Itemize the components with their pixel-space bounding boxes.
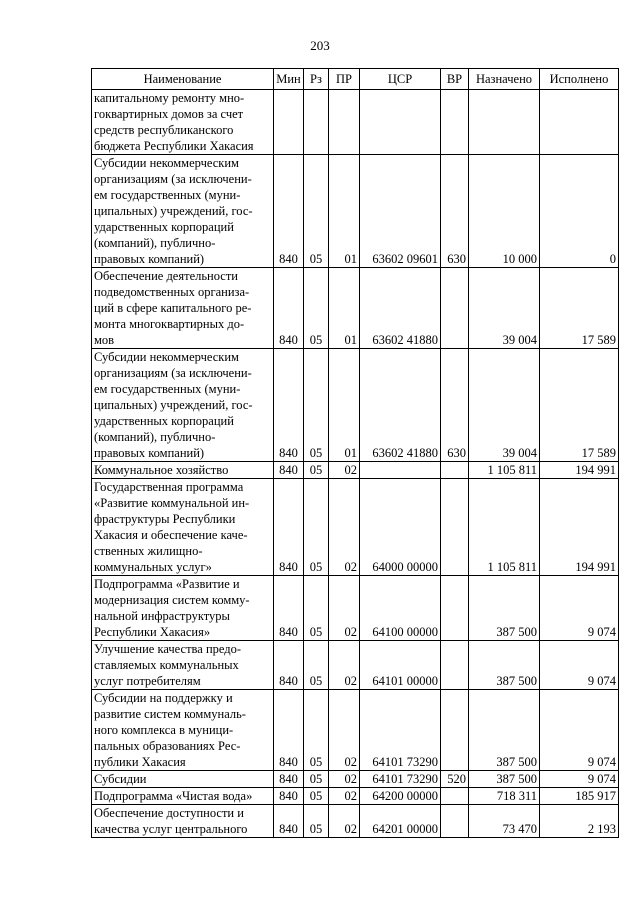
row-name-cell: Подпрограмма «Чистая вода» [92,788,274,805]
row-executed-cell: 2 193 [540,805,619,838]
row-executed-cell: 9 074 [540,641,619,690]
row-vr-cell [441,576,469,641]
row-planned-cell: 1 105 811 [469,479,540,576]
row-planned-cell: 387 500 [469,576,540,641]
table-row [92,805,619,838]
row-vr-cell [441,690,469,771]
budget-table [91,68,619,838]
row-min-cell: 840 [274,268,304,349]
table-row [92,90,619,155]
row-min-cell: 840 [274,788,304,805]
row-csr-cell: 64000 00000 [360,479,441,576]
row-vr-cell: 630 [441,155,469,268]
column-header-csr: ЦСР [360,69,441,90]
row-pr-cell: 02 [329,805,360,838]
row-min-cell: 840 [274,155,304,268]
row-min-cell: 840 [274,576,304,641]
column-header-executed: Исполнено [540,69,619,90]
column-header-planned: Назначено [469,69,540,90]
row-csr-cell: 63602 41880 [360,268,441,349]
table-row [92,349,619,462]
row-planned-cell: 718 311 [469,788,540,805]
row-csr-cell: 64201 00000 [360,805,441,838]
row-rz-cell: 05 [304,462,329,479]
row-vr-cell [441,268,469,349]
row-planned-cell: 387 500 [469,641,540,690]
row-executed-cell [540,90,619,155]
table-row [92,771,619,788]
row-min-cell [274,90,304,155]
row-vr-cell: 630 [441,349,469,462]
column-header-min: Мин [274,69,304,90]
row-csr-cell: 64101 00000 [360,641,441,690]
row-executed-cell: 0 [540,155,619,268]
row-csr-cell: 64101 73290 [360,771,441,788]
row-vr-cell [441,479,469,576]
row-executed-cell: 9 074 [540,576,619,641]
row-csr-cell [360,462,441,479]
row-name-cell: Улучшение качества предо- ставляемых коммунальных услуг потребителям [92,641,274,690]
row-pr-cell: 02 [329,479,360,576]
row-planned-cell: 10 000 [469,155,540,268]
row-rz-cell: 05 [304,690,329,771]
row-name-cell: Подпрограмма «Развитие и модернизация систем комму- нальной инфраструктуры Республики Хакасия» [92,576,274,641]
row-pr-cell: 02 [329,462,360,479]
row-executed-cell: 17 589 [540,349,619,462]
row-pr-cell: 02 [329,641,360,690]
row-name-cell: Субсидии некоммерческим организациям (за исключени- ем государственных (муни- ципальных) учреждений, гос- ударственных корпораций (компаний), публично- правовых компаний) [92,155,274,268]
row-min-cell: 840 [274,479,304,576]
row-executed-cell: 9 074 [540,771,619,788]
row-name-cell: Субсидии на поддержку и развитие систем коммуналь- ного комплекса в муници- пальных образованиях Рес- публики Хакасия [92,690,274,771]
row-name-cell: Субсидии [92,771,274,788]
row-vr-cell [441,90,469,155]
table-header-row [92,69,619,90]
row-pr-cell: 01 [329,155,360,268]
table-row [92,462,619,479]
row-executed-cell: 194 991 [540,462,619,479]
row-csr-cell: 63602 41880 [360,349,441,462]
row-csr-cell: 63602 09601 [360,155,441,268]
row-pr-cell [329,90,360,155]
row-pr-cell: 02 [329,771,360,788]
row-vr-cell: 520 [441,771,469,788]
row-rz-cell: 05 [304,576,329,641]
page-number: 203 [310,38,330,53]
row-rz-cell [304,90,329,155]
row-planned-cell: 387 500 [469,690,540,771]
row-rz-cell: 05 [304,268,329,349]
row-min-cell: 840 [274,641,304,690]
row-csr-cell: 64200 00000 [360,788,441,805]
row-pr-cell: 01 [329,268,360,349]
row-name-cell: Государственная программа «Развитие коммунальной ин- фраструктуры Республики Хакасия и обеспечение каче- ственных жилищно- коммунальных услуг» [92,479,274,576]
row-name-cell: Обеспечение деятельности подведомственных организа- ций в сфере капитального ре- монта многоквартирных до- мов [92,268,274,349]
row-rz-cell: 05 [304,641,329,690]
row-rz-cell: 05 [304,349,329,462]
row-vr-cell [441,641,469,690]
table-row [92,155,619,268]
row-executed-cell: 185 917 [540,788,619,805]
row-name-cell: Коммунальное хозяйство [92,462,274,479]
row-rz-cell: 05 [304,805,329,838]
row-planned-cell: 387 500 [469,771,540,788]
row-executed-cell: 194 991 [540,479,619,576]
row-min-cell: 840 [274,349,304,462]
table-row [92,641,619,690]
row-planned-cell: 39 004 [469,268,540,349]
row-csr-cell: 64101 73290 [360,690,441,771]
row-rz-cell: 05 [304,771,329,788]
table-row [92,479,619,576]
row-name-cell: Субсидии некоммерческим организациям (за исключени- ем государственных (муни- ципальных) учреждений, гос- ударственных корпораций (компаний), публично- правовых компаний) [92,349,274,462]
column-header-name: Наименование [92,69,274,90]
table-body [92,90,619,838]
row-pr-cell: 01 [329,349,360,462]
column-header-rz: Рз [304,69,329,90]
table-row [92,788,619,805]
row-planned-cell: 1 105 811 [469,462,540,479]
row-rz-cell: 05 [304,479,329,576]
row-executed-cell: 17 589 [540,268,619,349]
row-csr-cell [360,90,441,155]
row-pr-cell: 02 [329,576,360,641]
row-pr-cell: 02 [329,788,360,805]
row-min-cell: 840 [274,462,304,479]
row-min-cell: 840 [274,771,304,788]
row-rz-cell: 05 [304,155,329,268]
table-row [92,268,619,349]
column-header-vr: ВР [441,69,469,90]
row-vr-cell [441,462,469,479]
row-min-cell: 840 [274,690,304,771]
row-planned-cell: 73 470 [469,805,540,838]
row-rz-cell: 05 [304,788,329,805]
column-header-pr: ПР [329,69,360,90]
row-name-cell: Обеспечение доступности и качества услуг центрального [92,805,274,838]
table-row [92,690,619,771]
row-executed-cell: 9 074 [540,690,619,771]
row-csr-cell: 64100 00000 [360,576,441,641]
row-name-cell: капитальному ремонту мно- гоквартирных домов за счет средств республиканского бюджета Республики Хакасия [92,90,274,155]
row-pr-cell: 02 [329,690,360,771]
table-row [92,576,619,641]
row-min-cell: 840 [274,805,304,838]
row-planned-cell: 39 004 [469,349,540,462]
row-vr-cell [441,805,469,838]
row-planned-cell [469,90,540,155]
row-vr-cell [441,788,469,805]
